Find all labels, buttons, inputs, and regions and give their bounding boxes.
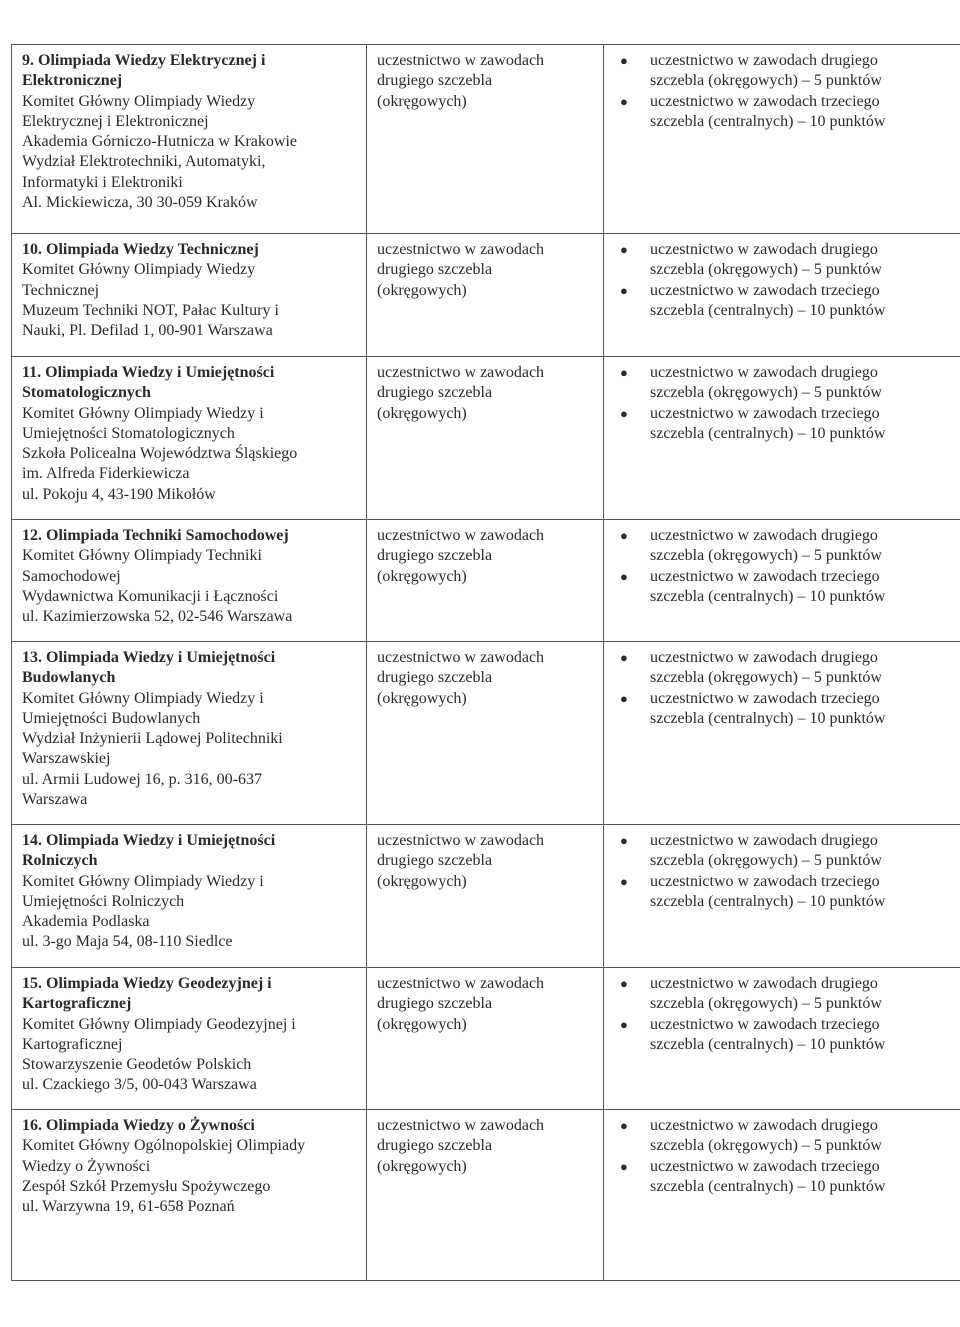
points-line: szczebla (centralnych) – 10 punktów bbox=[650, 1177, 886, 1195]
organizer-address-line: Informatyki i Elektroniki bbox=[22, 173, 183, 191]
bullet-icon: ● bbox=[620, 405, 628, 421]
bullet-icon: ● bbox=[620, 976, 628, 991]
participation-line: drugiego szczebla bbox=[377, 1137, 493, 1155]
points-line: uczestnictwo w zawodach drugiego bbox=[650, 975, 878, 992]
organizer-address-line: Samochodowej bbox=[22, 567, 121, 585]
points-list-item bbox=[618, 689, 952, 730]
olympiad-title-line: 10. Olimpiada Wiedzy Technicznej bbox=[22, 241, 259, 258]
organizer-address-line: Komitet Główny Olimpiady Wiedzy bbox=[22, 261, 256, 279]
olympiad-title-line: 15. Olimpiada Wiedzy Geodezyjnej i bbox=[22, 975, 272, 992]
participation-cell bbox=[367, 520, 604, 642]
olympiad-title-line: Stomatologicznych bbox=[22, 384, 151, 402]
organizer-address-line: ul. Kazimierzowska 52, 02-546 Warszawa bbox=[22, 608, 293, 626]
olympiad-title-line: Budowlanych bbox=[22, 669, 116, 687]
participation-line: uczestnictwo w zawodach bbox=[377, 649, 545, 666]
organizer-address-line: ul. Pokoju 4, 43-190 Mikołów bbox=[22, 485, 216, 503]
points-list-item bbox=[618, 281, 952, 322]
participation-cell bbox=[367, 642, 604, 825]
participation-cell bbox=[367, 234, 604, 357]
participation-cell bbox=[367, 825, 604, 968]
olympiad-table bbox=[11, 44, 960, 1281]
points-line: uczestnictwo w zawodach trzeciego bbox=[650, 1157, 880, 1175]
bullet-icon: ● bbox=[620, 833, 628, 848]
participation-line: drugiego szczebla bbox=[377, 261, 493, 279]
organizer-address-line: Al. Mickiewicza, 30 30-059 Kraków bbox=[22, 194, 258, 212]
bullet-icon: ● bbox=[620, 1118, 628, 1133]
points-list-item bbox=[618, 648, 952, 689]
points-line: uczestnictwo w zawodach trzeciego bbox=[650, 404, 880, 422]
points-line: szczebla (centralnych) – 10 punktów bbox=[650, 1035, 886, 1053]
points-list-item bbox=[618, 1015, 952, 1056]
points-cell bbox=[604, 45, 960, 234]
olympiad-info-cell bbox=[12, 642, 367, 825]
organizer-address-line: Szkoła Policealna Województwa Śląskiego bbox=[22, 445, 298, 463]
points-cell bbox=[604, 968, 960, 1110]
olympiad-title-line: 9. Olimpiada Wiedzy Elektrycznej i bbox=[22, 52, 266, 69]
points-line: uczestnictwo w zawodach drugiego bbox=[650, 52, 878, 69]
organizer-address-line: Warszawa bbox=[22, 791, 88, 809]
points-cell bbox=[604, 234, 960, 357]
organizer-address-line: Warszawskiej bbox=[22, 750, 111, 768]
olympiad-row bbox=[12, 520, 960, 642]
organizer-address-line: ul. Czackiego 3/5, 00-043 Warszawa bbox=[22, 1076, 257, 1094]
points-list-item bbox=[618, 526, 952, 567]
organizer-address-line: Akademia Górniczo-Hutnicza w Krakowie bbox=[22, 133, 297, 151]
organizer-address-line: Komitet Główny Olimpiady Wiedzy bbox=[22, 92, 256, 110]
points-line: uczestnictwo w zawodach drugiego bbox=[650, 1117, 878, 1134]
olympiad-info-cell bbox=[12, 968, 367, 1110]
points-line: uczestnictwo w zawodach drugiego bbox=[650, 832, 878, 849]
points-line: uczestnictwo w zawodach drugiego bbox=[650, 527, 878, 544]
points-list-item bbox=[618, 1157, 952, 1198]
points-line: szczebla (centralnych) – 10 punktów bbox=[650, 587, 886, 605]
olympiad-title-line: Kartograficznej bbox=[22, 995, 132, 1013]
olympiad-info-cell bbox=[12, 234, 367, 357]
bullet-icon: ● bbox=[620, 93, 628, 109]
points-line: uczestnictwo w zawodach drugiego bbox=[650, 649, 878, 666]
organizer-address-line: Umiejętności Rolniczych bbox=[22, 892, 185, 910]
bullet-icon: ● bbox=[620, 242, 628, 257]
olympiad-info-cell bbox=[12, 520, 367, 642]
points-list bbox=[618, 526, 952, 607]
points-list bbox=[618, 51, 952, 132]
olympiad-title-line: 11. Olimpiada Wiedzy i Umiejętności bbox=[22, 364, 275, 381]
bullet-icon: ● bbox=[620, 568, 628, 584]
olympiad-row bbox=[12, 825, 960, 968]
bullet-icon: ● bbox=[620, 365, 628, 380]
points-list-item bbox=[618, 51, 952, 92]
points-list bbox=[618, 363, 952, 444]
points-line: uczestnictwo w zawodach drugiego bbox=[650, 241, 878, 258]
olympiad-title-line: 12. Olimpiada Techniki Samochodowej bbox=[22, 527, 289, 544]
points-line: szczebla (centralnych) – 10 punktów bbox=[650, 301, 886, 319]
bullet-icon: ● bbox=[620, 528, 628, 543]
organizer-address-line: Komitet Główny Ogólnopolskiej Olimpiady bbox=[22, 1137, 306, 1155]
organizer-address-line: Akademia Podlaska bbox=[22, 913, 150, 931]
points-line: uczestnictwo w zawodach trzeciego bbox=[650, 1015, 880, 1033]
participation-line: drugiego szczebla bbox=[377, 384, 493, 402]
organizer-address-line: Komitet Główny Olimpiady Techniki bbox=[22, 547, 262, 565]
olympiad-title-line: Rolniczych bbox=[22, 852, 98, 870]
participation-line: uczestnictwo w zawodach bbox=[377, 52, 545, 69]
participation-line: drugiego szczebla bbox=[377, 852, 493, 870]
olympiad-title-line: Elektronicznej bbox=[22, 72, 123, 90]
olympiad-info-cell bbox=[12, 45, 367, 234]
bullet-icon: ● bbox=[620, 650, 628, 665]
participation-line: (okręgowych) bbox=[377, 1157, 467, 1175]
olympiad-row bbox=[12, 234, 960, 357]
points-list-item bbox=[618, 240, 952, 281]
organizer-address-line: Muzeum Techniki NOT, Pałac Kultury i bbox=[22, 301, 279, 319]
olympiad-table-body bbox=[12, 45, 960, 1281]
participation-cell bbox=[367, 357, 604, 520]
organizer-address-line: Umiejętności Stomatologicznych bbox=[22, 424, 235, 442]
points-line: szczebla (okręgowych) – 5 punktów bbox=[650, 384, 882, 402]
participation-line: drugiego szczebla bbox=[377, 669, 493, 687]
points-list bbox=[618, 240, 952, 321]
points-list-item bbox=[618, 404, 952, 445]
bullet-icon: ● bbox=[620, 1016, 628, 1032]
organizer-address-line: Zespół Szkół Przemysłu Spożywczego bbox=[22, 1177, 271, 1195]
olympiad-title-line: 13. Olimpiada Wiedzy i Umiejętności bbox=[22, 649, 276, 666]
points-line: szczebla (okręgowych) – 5 punktów bbox=[650, 261, 882, 279]
points-line: szczebla (okręgowych) – 5 punktów bbox=[650, 547, 882, 565]
points-cell bbox=[604, 825, 960, 968]
olympiad-title-line: 14. Olimpiada Wiedzy i Umiejętności bbox=[22, 832, 276, 849]
bullet-icon: ● bbox=[620, 873, 628, 889]
organizer-address-line: Wiedzy o Żywności bbox=[22, 1157, 151, 1175]
bullet-icon: ● bbox=[620, 1158, 628, 1174]
points-line: uczestnictwo w zawodach drugiego bbox=[650, 364, 878, 381]
participation-line: drugiego szczebla bbox=[377, 547, 493, 565]
participation-line: (okręgowych) bbox=[377, 92, 467, 110]
points-list bbox=[618, 831, 952, 912]
points-list bbox=[618, 1116, 952, 1197]
participation-cell bbox=[367, 968, 604, 1110]
points-cell bbox=[604, 1110, 960, 1281]
organizer-address-line: Komitet Główny Olimpiady Wiedzy i bbox=[22, 404, 264, 422]
participation-line: uczestnictwo w zawodach bbox=[377, 364, 545, 381]
olympiad-title-line: 16. Olimpiada Wiedzy o Żywności bbox=[22, 1117, 255, 1134]
participation-cell bbox=[367, 45, 604, 234]
organizer-address-line: Umiejętności Budowlanych bbox=[22, 709, 201, 727]
points-list bbox=[618, 648, 952, 729]
participation-line: uczestnictwo w zawodach bbox=[377, 832, 545, 849]
points-line: uczestnictwo w zawodach trzeciego bbox=[650, 567, 880, 585]
organizer-address-line: Komitet Główny Olimpiady Wiedzy i bbox=[22, 872, 264, 890]
organizer-address-line: Wydział Elektrotechniki, Automatyki, bbox=[22, 153, 266, 171]
olympiad-row bbox=[12, 45, 960, 234]
points-line: szczebla (okręgowych) – 5 punktów bbox=[650, 72, 882, 90]
participation-line: uczestnictwo w zawodach bbox=[377, 975, 545, 992]
participation-line: (okręgowych) bbox=[377, 281, 467, 299]
points-line: szczebla (centralnych) – 10 punktów bbox=[650, 709, 886, 727]
points-line: uczestnictwo w zawodach trzeciego bbox=[650, 92, 880, 110]
points-cell bbox=[604, 357, 960, 520]
organizer-address-line: ul. Armii Ludowej 16, p. 316, 00-637 bbox=[22, 770, 262, 788]
points-list-item bbox=[618, 872, 952, 913]
participation-line: (okręgowych) bbox=[377, 689, 467, 707]
organizer-address-line: ul. Warzywna 19, 61-658 Poznań bbox=[22, 1198, 235, 1216]
olympiad-row bbox=[12, 968, 960, 1110]
points-line: szczebla (okręgowych) – 5 punktów bbox=[650, 669, 882, 687]
olympiad-row bbox=[12, 642, 960, 825]
points-line: szczebla (okręgowych) – 5 punktów bbox=[650, 995, 882, 1013]
organizer-address-line: Komitet Główny Olimpiady Wiedzy i bbox=[22, 689, 264, 707]
points-line: szczebla (okręgowych) – 5 punktów bbox=[650, 852, 882, 870]
participation-line: (okręgowych) bbox=[377, 404, 467, 422]
points-line: uczestnictwo w zawodach trzeciego bbox=[650, 872, 880, 890]
olympiad-info-cell bbox=[12, 1110, 367, 1281]
points-list-item bbox=[618, 363, 952, 404]
points-list-item bbox=[618, 567, 952, 608]
points-line: szczebla (centralnych) – 10 punktów bbox=[650, 424, 886, 442]
olympiad-row bbox=[12, 357, 960, 520]
participation-line: drugiego szczebla bbox=[377, 72, 493, 90]
bullet-icon: ● bbox=[620, 53, 628, 68]
points-cell bbox=[604, 642, 960, 825]
points-list-item bbox=[618, 1116, 952, 1157]
organizer-address-line: Elektrycznej i Elektronicznej bbox=[22, 112, 209, 130]
organizer-address-line: Wydział Inżynierii Lądowej Politechniki bbox=[22, 730, 283, 748]
participation-line: drugiego szczebla bbox=[377, 995, 493, 1013]
points-line: szczebla (okręgowych) – 5 punktów bbox=[650, 1137, 882, 1155]
participation-line: uczestnictwo w zawodach bbox=[377, 241, 545, 258]
participation-cell bbox=[367, 1110, 604, 1281]
olympiad-info-cell bbox=[12, 357, 367, 520]
organizer-address-line: im. Alfreda Fiderkiewicza bbox=[22, 465, 190, 483]
participation-line: uczestnictwo w zawodach bbox=[377, 1117, 545, 1134]
points-line: uczestnictwo w zawodach trzeciego bbox=[650, 281, 880, 299]
organizer-address-line: ul. 3-go Maja 54, 08-110 Siedlce bbox=[22, 933, 233, 951]
points-list-item bbox=[618, 974, 952, 1015]
organizer-address-line: Komitet Główny Olimpiady Geodezyjnej i bbox=[22, 1015, 296, 1033]
points-line: szczebla (centralnych) – 10 punktów bbox=[650, 112, 886, 130]
bullet-icon: ● bbox=[620, 690, 628, 706]
organizer-address-line: Stowarzyszenie Geodetów Polskich bbox=[22, 1056, 252, 1074]
organizer-address-line: Kartograficznej bbox=[22, 1035, 123, 1053]
organizer-address-line: Wydawnictwa Komunikacji i Łączności bbox=[22, 587, 279, 605]
organizer-address-line: Nauki, Pl. Defilad 1, 00-901 Warszawa bbox=[22, 322, 273, 340]
points-cell bbox=[604, 520, 960, 642]
olympiad-info-cell bbox=[12, 825, 367, 968]
olympiad-row bbox=[12, 1110, 960, 1281]
participation-line: (okręgowych) bbox=[377, 872, 467, 890]
points-list-item bbox=[618, 831, 952, 872]
participation-line: (okręgowych) bbox=[377, 567, 467, 585]
points-list bbox=[618, 974, 952, 1055]
points-list-item bbox=[618, 92, 952, 133]
bullet-icon: ● bbox=[620, 282, 628, 298]
participation-line: uczestnictwo w zawodach bbox=[377, 527, 545, 544]
organizer-address-line: Technicznej bbox=[22, 281, 100, 299]
points-line: szczebla (centralnych) – 10 punktów bbox=[650, 892, 886, 910]
points-line: uczestnictwo w zawodach trzeciego bbox=[650, 689, 880, 707]
participation-line: (okręgowych) bbox=[377, 1015, 467, 1033]
